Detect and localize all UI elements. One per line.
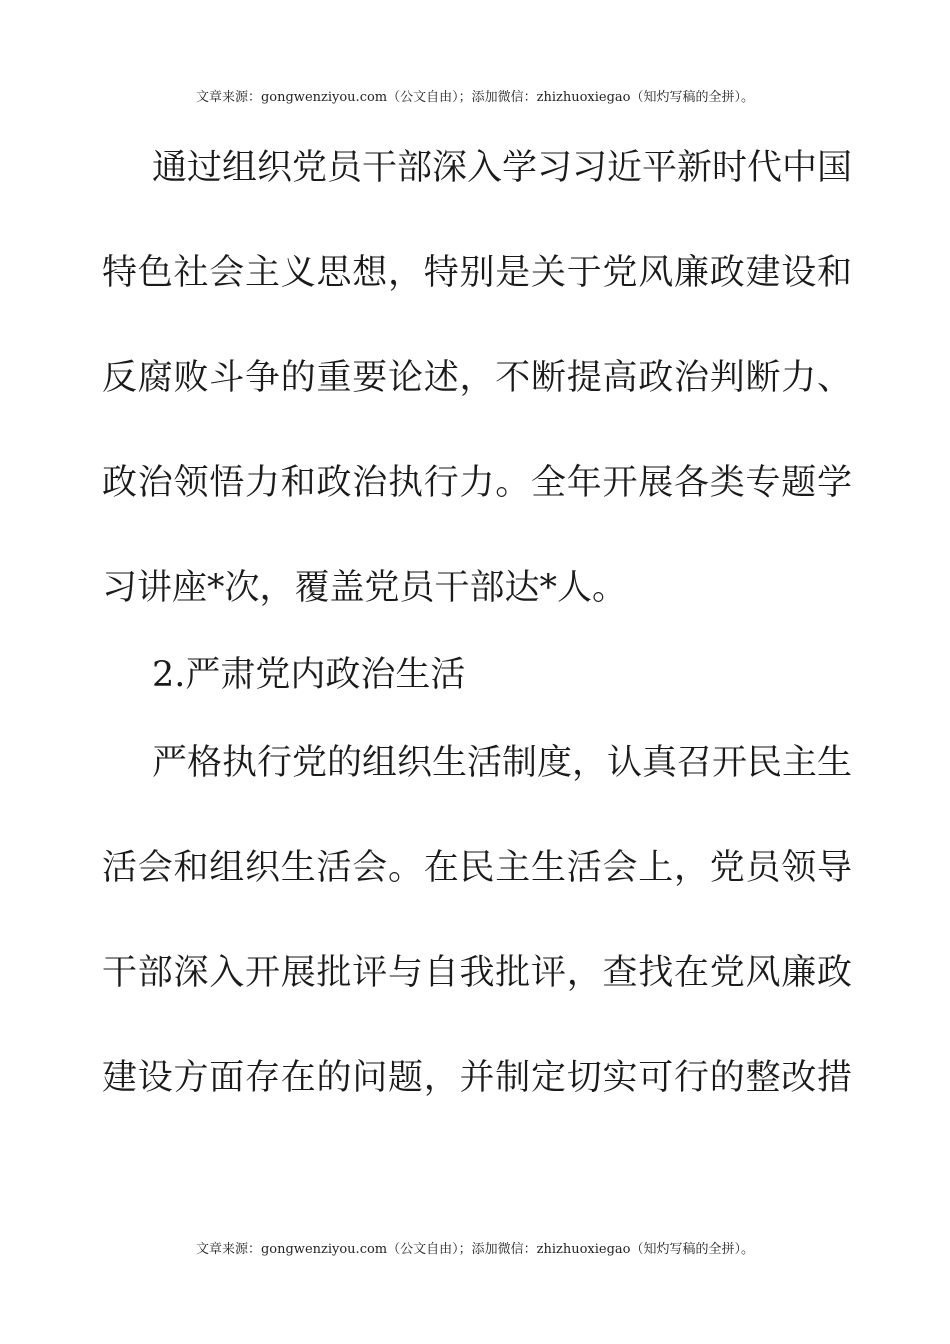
paragraph-line: 严格执行党的组织生活制度，认真召开民主生 xyxy=(152,743,853,783)
paragraph-line: 干部深入开展批评与自我批评，查找在党风廉政 xyxy=(102,953,852,993)
paragraph-line: 特色社会主义思想，特别是关于党风廉政建设和 xyxy=(102,253,852,293)
page-footer-source-note: 文章来源：gongwenziyou.com（公文自由）；添加微信：zhizhuoxiegao（知灼写稿的全拼）。 xyxy=(195,1242,755,1257)
paragraph-line: 政治领悟力和政治执行力。全年开展各类专题学 xyxy=(102,463,852,503)
paragraph-line: 反腐败斗争的重要论述，不断提高政治判断力、 xyxy=(102,358,852,398)
paragraph-line: 通过组织党员干部深入学习习近平新时代中国 xyxy=(152,148,853,188)
page-header-source-note: 文章来源：gongwenziyou.com（公文自由）；添加微信：zhizhuoxiegao（知灼写稿的全拼）。 xyxy=(195,90,755,105)
paragraph-line: 习讲座*次，覆盖党员干部达*人。 xyxy=(102,568,628,608)
paragraph-line: 活会和组织生活会。在民主生活会上，党员领导 xyxy=(102,848,852,888)
section-heading: 2.严肃党内政治生活 xyxy=(152,655,466,695)
paragraph-line: 建设方面存在的问题，并制定切实可行的整改措 xyxy=(102,1058,852,1098)
